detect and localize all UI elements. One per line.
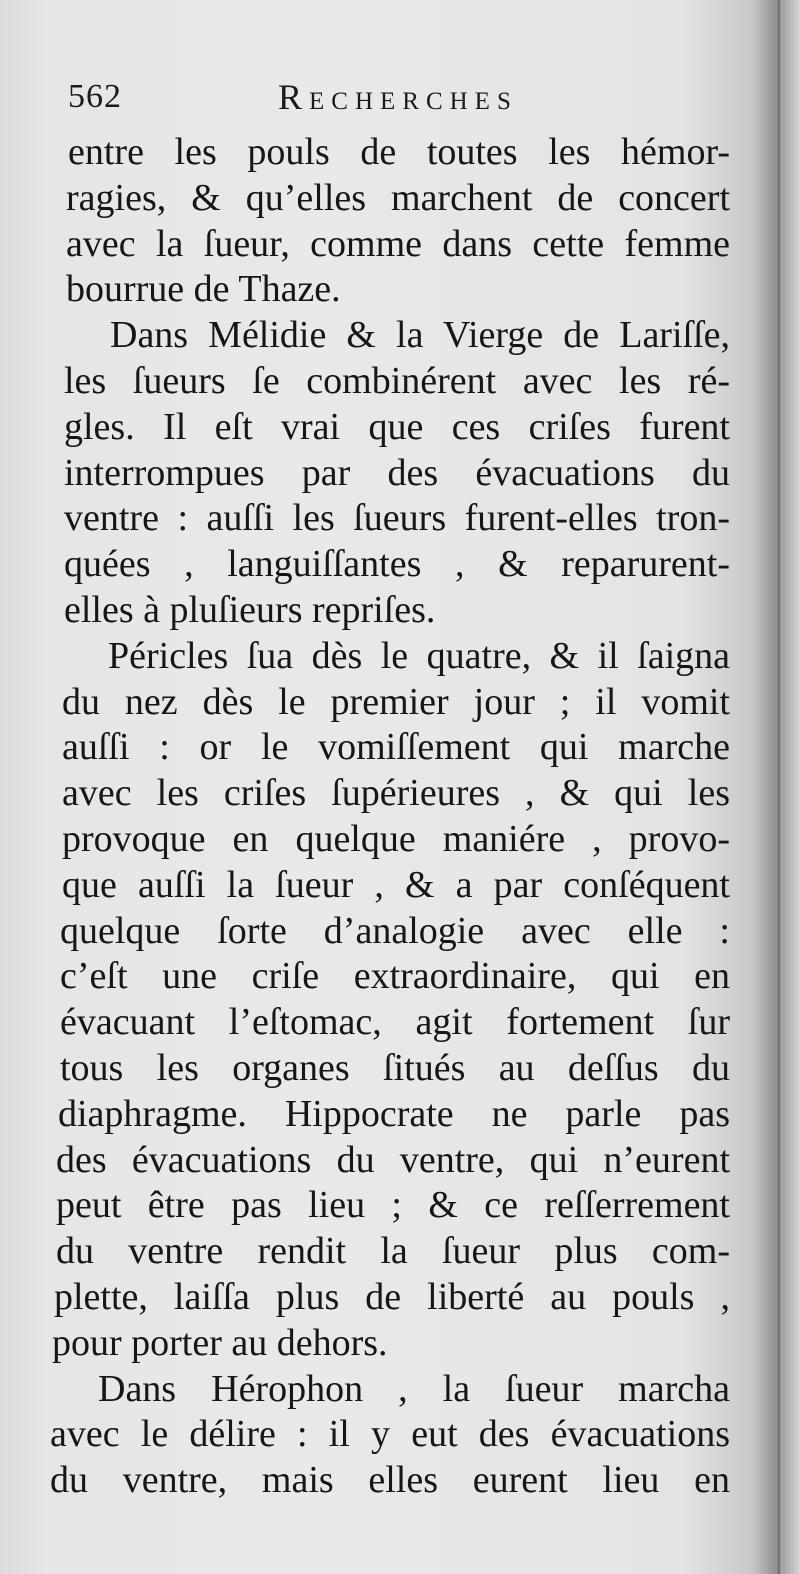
text-line: plette, laiſſa plus de liberté au pouls , [54,1275,730,1318]
text-line: quelque ſorte d’analogie avec elle : [60,909,730,952]
body-text [50,130,730,1504]
text-line: interrompues par des évacuations du [64,451,730,494]
text-line: du nez dès le premier jour ; il vomit [62,680,730,723]
text-line: que auſſi la ſueur , & a par conſéquent [62,863,730,906]
text-line: quées , languiſſantes , & reparurent- [64,543,730,586]
text-line: provoque en quelque maniére , provo- [62,817,730,860]
text-line: c’eſt une criſe extraordinaire, qui en [60,955,730,998]
text-line: avec le délire : il y eut des évacuations [50,1413,730,1456]
text-line: peut être pas lieu ; & ce reſſerrement [56,1184,730,1227]
text-line: évacuant l’eſtomac, agit fortement ſur [60,1001,730,1044]
text-line: auſſi : or le vomiſſement qui marche [62,726,730,769]
page-header [68,70,588,120]
text-line: elles à pluſieurs repriſes. [64,588,436,631]
text-line: bourrue de Thaze. [66,268,341,311]
text-line: ventre : auſſi les ſueurs furent-elles tron- [64,497,730,540]
text-line: gles. Il eſt vrai que ces criſes furent [64,405,730,448]
running-title: Recherches [278,77,518,117]
page-edge-shadow [776,0,782,1574]
text-line: diaphragme. Hippocrate ne parle pas [58,1092,730,1135]
text-line: des évacuations du ventre, qui n’eurent [56,1138,730,1181]
text-line: avec la ſueur, comme dans cette femme [66,222,730,265]
text-line: Dans Hérophon , la ſueur marcha [98,1367,730,1410]
text-line: avec les criſes ſupérieures , & qui les [62,772,730,815]
text-line: pour porter au dehors. [52,1321,388,1364]
text-line: tous les organes ſitués au deſſus du [60,1046,730,1089]
text-line: ragies, & qu’elles marchent de concert [66,176,730,219]
text-line: Péricles ſua dès le quatre, & il ſaigna [108,634,730,677]
text-line: du ventre, mais elles eurent lieu en [50,1459,730,1502]
text-line: entre les pouls de toutes les hémor- [68,131,730,173]
text-line: les ſueurs ſe combinérent avec les ré- [64,359,730,402]
text-line: du ventre rendit la ſueur plus com- [56,1230,730,1273]
page-number: 562 [68,78,122,115]
text-line: Dans Mélidie & la Vierge de Lariſſe, [110,314,730,357]
